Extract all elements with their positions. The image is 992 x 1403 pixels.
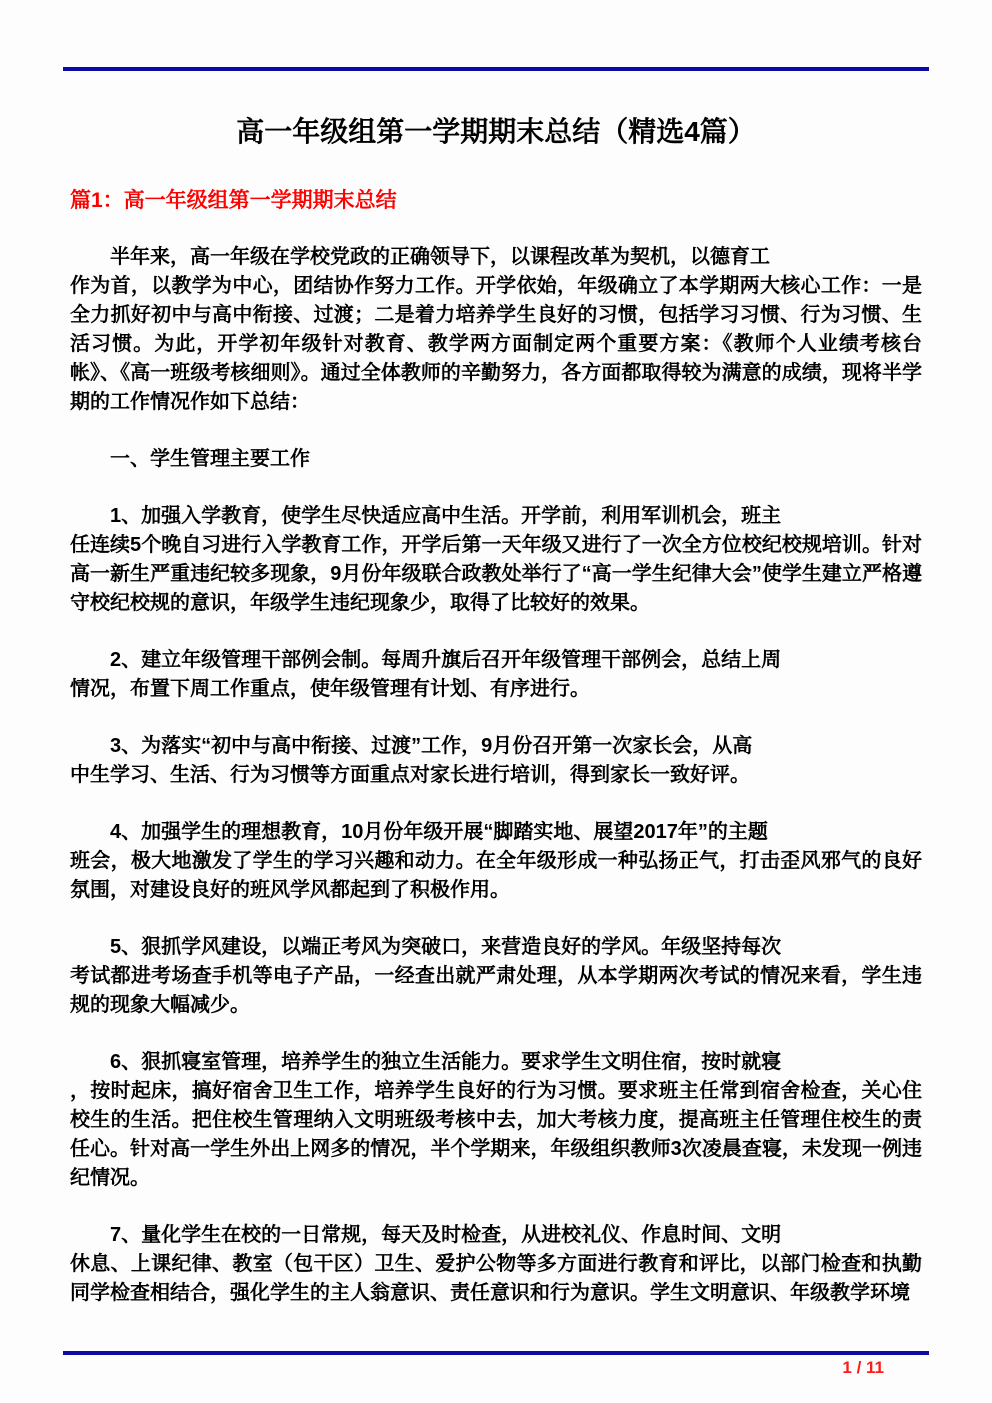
paragraph-5-rest: 考试都进考场查手机等电子产品，一经查出就严肃处理，从本学期两次考试的情况来看，学生违规的现象大幅减少。	[70, 965, 922, 1016]
section-title: 一、学生管理主要工作	[110, 448, 310, 470]
paragraph-7	[70, 1221, 922, 1308]
page-number: 1 / 11	[842, 1358, 884, 1377]
paragraph-2	[70, 646, 922, 704]
bottom-divider	[63, 1351, 929, 1355]
page-footer	[0, 1351, 992, 1378]
paragraph-1	[70, 502, 922, 618]
paragraph-2-rest: 情况，布置下周工作重点，使年级管理有计划、有序进行。	[70, 678, 590, 700]
intro-paragraph	[70, 243, 922, 417]
paragraph-7-rest: 休息、上课纪律、教室（包干区）卫生、爱护公物等多方面进行教育和评比，以部门检查和执勤同学检查相结合，强化学生的主人翁意识、责任意识和行为意识。学生文明意识、年级教学环境	[70, 1253, 922, 1304]
paragraph-6-rest: ，按时起床，搞好宿舍卫生工作，培养学生良好的行为习惯。要求班主任常到宿舍检查，关心住校生的生活。把住校生管理纳入文明班级考核中去，加大考核力度，提高班主任管理住校生的责任心。针对高一学生外出上网多的情况，半个学期来，年级组织教师3次凌晨查寝，未发现一例违纪情况。	[70, 1080, 922, 1189]
paragraph-4-first-line: 4、加强学生的理想教育，10月份年级开展“脚踏实地、展望2017年”的主题	[110, 821, 768, 843]
paragraph-6	[70, 1048, 922, 1193]
paragraph-5-first-line: 5、狠抓学风建设，以端正考风为突破口，来营造良好的学风。年级坚持每次	[110, 936, 782, 958]
paragraph-3-first-line: 3、为落实“初中与高中衔接、过渡”工作，9月份召开第一次家长会，从高	[110, 735, 753, 757]
paragraph-2-first-line: 2、建立年级管理干部例会制。每周升旗后召开年级管理干部例会，总结上周	[110, 649, 782, 671]
paragraph-7-first-line: 7、量化学生在校的一日常规，每天及时检查，从进校礼仪、作息时间、文明	[110, 1224, 782, 1246]
document-title: 高一年级组第一学期期末总结（精选4篇）	[236, 116, 756, 147]
intro-first-line: 半年来，高一年级在学校党政的正确领导下，以课程改革为契机，以德育工	[110, 246, 770, 268]
paragraph-1-rest: 任连续5个晚自习进行入学教育工作，开学后第一天年级又进行了一次全方位校纪校规培训。针对高一新生严重违纪较多现象，9月份年级联合政教处举行了“高一学生纪律大会”使学生建立严格遵守校纪校规的意识，年级学生违纪现象少，取得了比较好的效果。	[70, 534, 922, 614]
paragraph-4	[70, 818, 922, 905]
top-divider	[63, 67, 929, 71]
paragraph-3	[70, 732, 922, 790]
article-heading: 篇1：高一年级组第一学期期末总结	[70, 189, 397, 212]
paragraph-6-first-line: 6、狠抓寝室管理，培养学生的独立生活能力。要求学生文明住宿，按时就寝	[110, 1051, 782, 1073]
paragraph-1-first-line: 1、加强入学教育，使学生尽快适应高中生活。开学前，利用军训机会，班主	[110, 505, 782, 527]
paragraph-3-rest: 中生学习、生活、行为习惯等方面重点对家长进行培训，得到家长一致好评。	[70, 764, 750, 786]
paragraph-4-rest: 班会，极大地激发了学生的学习兴趣和动力。在全年级形成一种弘扬正气，打击歪风邪气的良好氛围，对建设良好的班风学风都起到了积极作用。	[70, 850, 922, 901]
intro-rest: 作为首，以教学为中心，团结协作努力工作。开学依始，年级确立了本学期两大核心工作：一是全力抓好初中与高中衔接、过渡；二是着力培养学生良好的习惯，包括学习习惯、行为习惯、生活习惯。为此，开学初年级针对教育、教学两方面制定两个重要方案：《教师个人业绩考核台帐》、《高一班级考核细则》。通过全体教师的辛勤努力，各方面都取得较为满意的成绩，现将半学期的工作情况作如下总结：	[70, 275, 922, 413]
paragraph-5	[70, 933, 922, 1020]
